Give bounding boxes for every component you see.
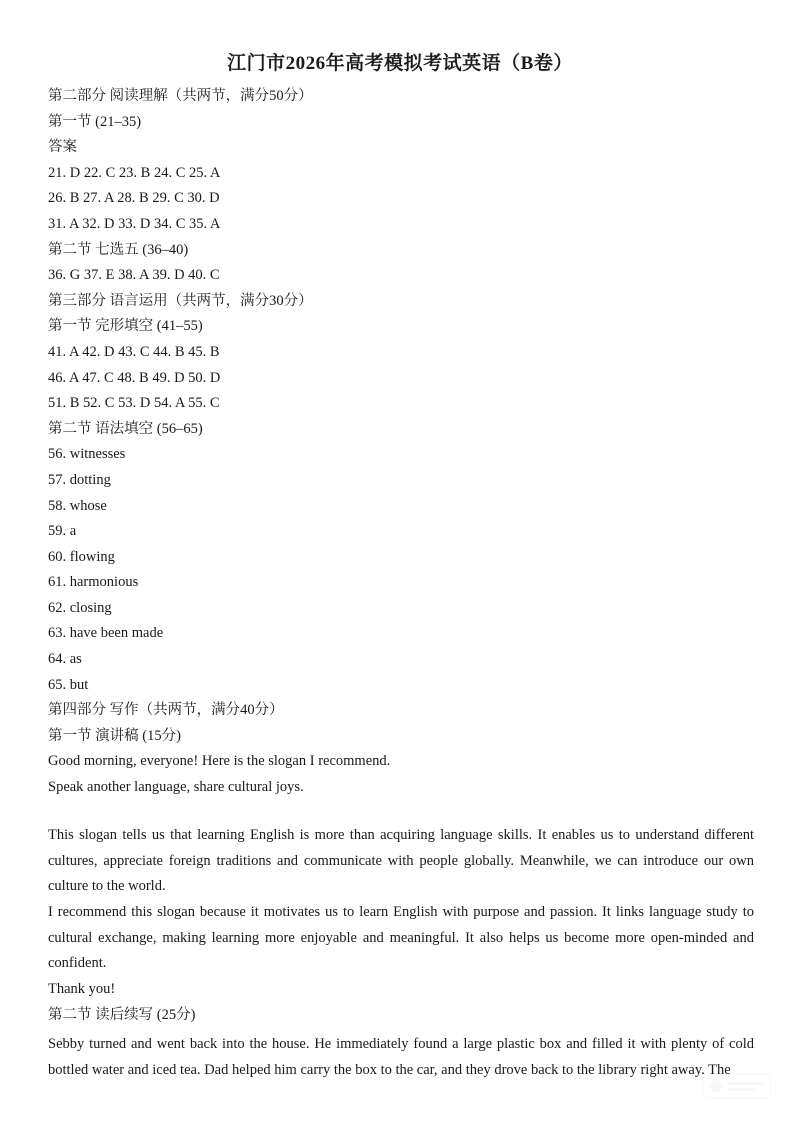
answer-row: 41. A 42. D 43. C 44. B 45. B (48, 343, 220, 360)
grammar-answer: 57. dotting (48, 471, 111, 488)
essay-line: Good morning, everyone! Here is the slogan I recommend. (48, 753, 391, 770)
answer-row: 31. A 32. D 33. D 34. C 35. A (48, 215, 221, 232)
part3-section1-heading: 第一节 完形填空 (41–55) (48, 318, 203, 335)
part3-section2-heading: 第二节 语法填空 (56–65) (48, 420, 203, 437)
answer-row: 46. A 47. C 48. B 49. D 50. D (48, 369, 221, 386)
part4-section1-heading: 第一节 演讲稿 (15分) (48, 727, 181, 744)
part2-heading: 第二部分 阅读理解（共两节，满分50分） (48, 88, 313, 104)
continuation-paragraph: Sebby turned and went back into the house. He immediately found a large plastic box and filled it with plenty of cold bottled water and iced tea. Dad helped him carry the box to the car, and they drove back to the library right away. The (48, 1036, 754, 1078)
part4-heading: 第四部分 写作（共两节，满分40分） (48, 702, 284, 719)
answer-list (48, 84, 758, 801)
essay-paragraph: This slogan tells us that learning English is more than acquiring language skills. It enables us to understand different cultures, appreciate foreign traditions and communicate with people globally. Meanwhile, we can introduce our own culture to the world. (48, 827, 754, 895)
grammar-answer: 63. have been made (48, 625, 164, 642)
grammar-answer: 56. witnesses (48, 446, 126, 463)
grammar-answer: 62. closing (48, 599, 112, 616)
grammar-answer: 59. a (48, 523, 77, 540)
grammar-answer: 64. as (48, 651, 82, 668)
grammar-answer: 58. whose (48, 497, 107, 514)
essay-paragraph: I recommend this slogan because it motivates us to learn English with purpose and passion. It links language study to cultural exchange, making learning more enjoyable and meaningful. It also helps us become more open-minded and confident. (48, 904, 754, 972)
grammar-answer: 61. harmonious (48, 574, 139, 591)
answer-row: 51. B 52. C 53. D 54. A 55. C (48, 395, 220, 412)
answer-row: 21. D 22. C 23. B 24. C 25. A (48, 164, 221, 181)
essay-line: Speak another language, share cultural joys. (48, 779, 304, 796)
grammar-answer: 65. but (48, 676, 89, 693)
watermark-logo-icon (702, 1073, 772, 1099)
answer-row: 26. B 27. A 28. B 29. C 30. D (48, 190, 220, 207)
part2-section1-heading: 第一节 (21–35) (48, 113, 142, 130)
part4-section2-heading: 第二节 读后续写 (25分) (48, 1007, 196, 1023)
page-title: 江门市2026年高考模拟考试英语（B卷） (227, 53, 573, 74)
essay-closing: Thank you! (48, 981, 116, 997)
grammar-answer: 60. flowing (48, 548, 115, 565)
part2-section2-heading: 第二节 七选五 (36–40) (48, 241, 189, 258)
answer-label: 答案 (48, 139, 77, 156)
part3-heading: 第三部分 语言运用（共两节，满分30分） (48, 292, 313, 309)
answer-row: 36. G 37. E 38. A 39. D 40. C (48, 267, 220, 284)
